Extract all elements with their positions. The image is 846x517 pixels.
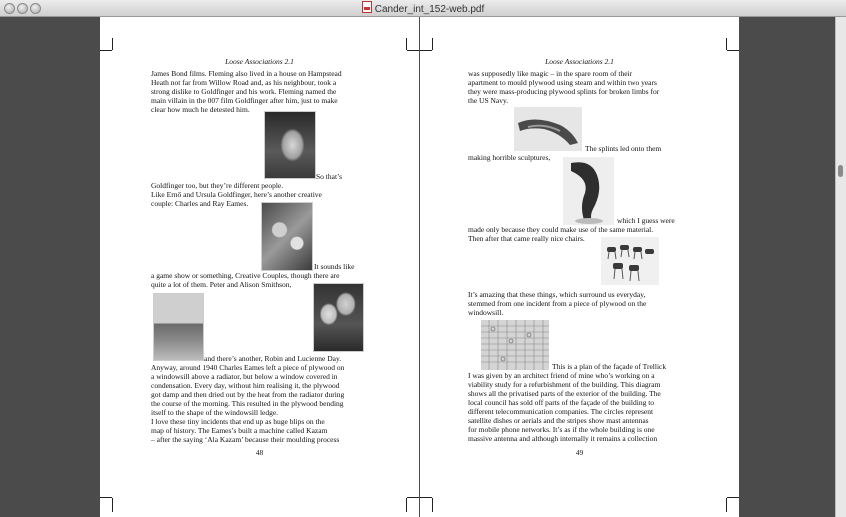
text-line: viability study for a refurbishment of the building. This diagram: [468, 380, 661, 389]
crop-mark: [406, 38, 407, 50]
trellick-facade-plan: [481, 320, 549, 370]
text-line: James Bond films. Fleming also lived in a house on Hampstead: [151, 69, 342, 78]
text-line: a game show or something, Creative Couples, though there are: [151, 271, 340, 280]
crop-mark: [726, 498, 727, 512]
text-line: main villain in the 007 film Goldfinger after him, just to make: [151, 96, 338, 105]
text-line: itself to the shape of the windowsill ledge.: [151, 408, 279, 417]
vertical-scrollbar[interactable]: [835, 17, 846, 517]
page-number: 49: [575, 448, 584, 457]
crop-mark: [407, 497, 419, 498]
text-line: apartment to mould plywood using steam and within two years: [468, 78, 657, 87]
text-line: windowsill.: [468, 308, 504, 317]
crop-mark: [100, 50, 112, 51]
text-line: Anyway, around 1940 Charles Eames left a piece of plywood on: [151, 363, 345, 372]
text-line: and there’s another, Robin and Lucienne Day.: [204, 354, 342, 363]
crop-mark: [100, 497, 112, 498]
text-line: strong dislike to Goldfinger and his work. Fleming named the: [151, 87, 337, 96]
crop-mark: [726, 38, 727, 50]
page-49: [420, 17, 739, 517]
portrait-photo: [264, 111, 316, 179]
text-line: the US Navy.: [468, 96, 509, 105]
text-line: satellite dishes or aerials and the stripes show mast antennas: [468, 416, 649, 425]
text-line: the course of the morning. This resulted in the plywood bending: [151, 399, 344, 408]
window-titlebar: [0, 0, 846, 17]
crop-mark: [432, 38, 433, 50]
window-title: Cander_int_152-web.pdf: [374, 4, 485, 15]
text-line: local council has sold off parts of the façade of the building to: [468, 398, 655, 407]
text-line: It sounds like: [314, 262, 355, 271]
text-line: stemmed from one incident from a piece of plywood on the: [468, 299, 647, 308]
crop-mark: [432, 498, 433, 512]
plywood-sculpture-photo: [563, 157, 614, 225]
running-header: Loose Associations 2.1: [225, 57, 294, 66]
text-line: made only because they could make use of the same material.: [468, 225, 654, 234]
text-line: got damp and then dried out by the heat from the radiator during: [151, 390, 345, 399]
page-number: 48: [255, 448, 264, 457]
text-line: making horrible sculptures,: [468, 153, 551, 162]
crop-mark: [407, 50, 419, 51]
text-line: So that’s: [316, 172, 343, 181]
day-couple-photo: [313, 283, 364, 352]
text-line: was supposedly like magic – in the spare room of their: [468, 69, 633, 78]
crop-mark: [112, 498, 113, 512]
text-line: which I guess were: [617, 216, 675, 225]
text-line: they were mass-producing plywood splints for broken limbs for: [468, 87, 660, 96]
eames-couple-photo: [261, 202, 313, 271]
scrollbar-thumb[interactable]: [838, 165, 843, 177]
pdf-file-icon: [362, 1, 372, 13]
text-line: Heath not far from Willow Road and, as his neighbour, took a: [151, 78, 337, 87]
text-line: couple: Charles and Ray Eames.: [151, 199, 249, 208]
text-line: I was given by an architect friend of mine who’s working on a: [468, 371, 655, 380]
text-line: This is a plan of the façade of Trellick: [552, 362, 667, 371]
text-line: Like Ernő and Ursula Goldfinger, here’s another creative: [151, 190, 322, 199]
text-line: map of history. The Eames’s built a machine called Kazam: [151, 426, 328, 435]
text-line: different telecommunication companies. The circles represent: [468, 407, 654, 416]
smithsons-photo: [153, 293, 204, 361]
text-line: I love these tiny incidents that end up as huge blips on the: [151, 417, 325, 426]
window-title-area: [0, 1, 846, 15]
crop-mark: [420, 497, 432, 498]
crop-mark: [406, 498, 407, 512]
crop-mark: [420, 50, 432, 51]
text-line: massive antenna and although internally it remains a collection: [468, 434, 658, 443]
text-line: for mobile phone networks. It’s as if the whole building is one: [468, 425, 655, 434]
running-header: Loose Associations 2.1: [545, 57, 614, 66]
text-line: shows all the privatised parts of the exterior of the building. The: [468, 389, 661, 398]
text-line: clear how much he detested him.: [151, 105, 250, 114]
crop-mark: [727, 50, 739, 51]
text-line: condensation. Every day, without him realising it, the plywood: [151, 381, 340, 390]
eames-chairs-photo: [601, 237, 659, 285]
text-line: quite a lot of them. Peter and Alison Smithson,: [151, 280, 292, 289]
text-line: The splints led onto them: [585, 144, 662, 153]
crop-mark: [727, 497, 739, 498]
text-line: It’s amazing that these things, which surround us everyday,: [468, 290, 646, 299]
crop-mark: [112, 38, 113, 50]
text-line: Then after that came really nice chairs.: [468, 234, 585, 243]
text-line: a windowsill above a radiator, but below a window covered in: [151, 372, 338, 381]
page-48: [100, 17, 419, 517]
text-line: – after the saying ‘Ala Kazam’ because their moulding process: [151, 435, 340, 444]
text-line: Goldfinger too, but they’re different people.: [151, 181, 284, 190]
plywood-splint-photo: [514, 107, 582, 151]
